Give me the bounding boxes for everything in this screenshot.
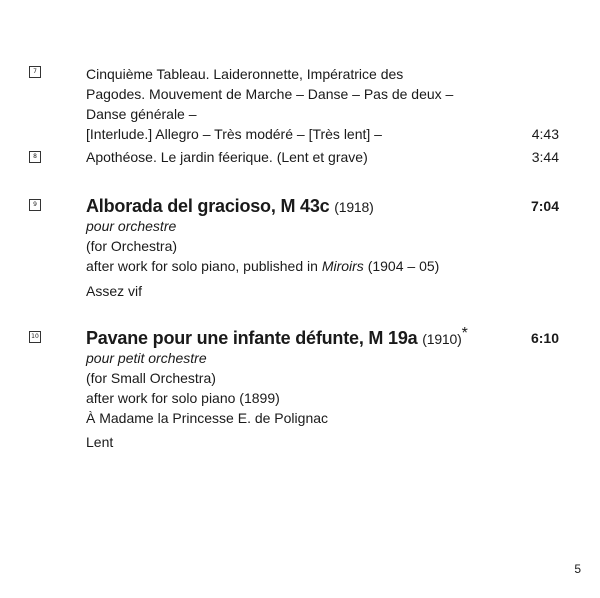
track-number-box: 10: [29, 331, 41, 343]
tempo-marking: Lent: [86, 434, 114, 450]
work-title-text: Pavane pour une infante défunte, M 19a: [86, 328, 418, 348]
track-duration: 3:44: [531, 149, 559, 165]
track-duration: 4:43: [531, 126, 559, 142]
track-title-line: [Interlude.] Allegro – Très modéré – [Très lent] –: [86, 126, 382, 142]
asterisk-footnote-mark: *: [461, 325, 468, 342]
scoring-english: (for Small Orchestra): [86, 370, 216, 386]
scoring-english: (for Orchestra): [86, 238, 178, 254]
scoring: pour orchestre: [86, 218, 177, 234]
track-title-line: Cinquième Tableau. Laideronnette, Impératrice des: [86, 66, 404, 82]
track-number-box: 8: [29, 151, 41, 163]
dedication: À Madame la Princesse E. de Polignac: [86, 410, 329, 426]
track-duration: 7:04: [530, 198, 559, 214]
track-title-line: Pagodes. Mouvement de Marche – Danse – Pas de deux –: [86, 86, 454, 102]
scoring: pour petit orchestre: [86, 350, 207, 366]
track-number-box: 9: [29, 199, 41, 211]
work-year: (1910): [422, 331, 462, 347]
track-duration: 6:10: [530, 330, 559, 346]
source-prefix: after work for solo piano, published in: [86, 258, 322, 274]
source-suffix: (1904 – 05): [363, 258, 440, 274]
source-note: [86, 256, 439, 276]
work-year: (1918): [334, 199, 374, 215]
work-title-text: Alborada del gracioso, M 43c: [86, 196, 330, 216]
track-title-line: Danse générale –: [86, 106, 197, 122]
source-title: Miroirs: [321, 258, 364, 274]
source-note: after work for solo piano (1899): [86, 390, 280, 406]
track-title-line: Apothéose. Le jardin féerique. (Lent et grave): [86, 149, 368, 165]
track-number-box: 7: [29, 66, 41, 78]
page-number: 5: [574, 562, 581, 576]
tempo-marking: Assez vif: [86, 283, 143, 299]
